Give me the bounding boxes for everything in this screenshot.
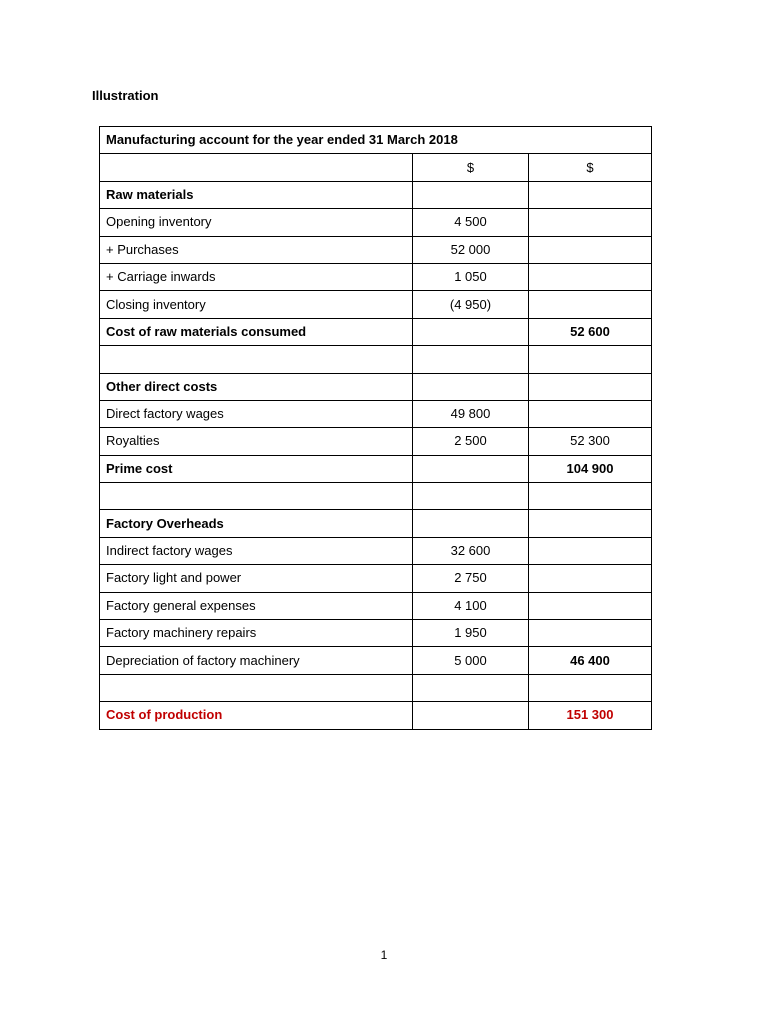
row-amount-col1: 52 000 xyxy=(413,236,529,263)
row-amount-col2 xyxy=(529,346,652,373)
table-title-row xyxy=(100,127,652,154)
row-amount-col2: 46 400 xyxy=(529,647,652,674)
row-amount-col1: (4 950) xyxy=(413,291,529,318)
header-blank-cell xyxy=(100,154,413,181)
manufacturing-account-table xyxy=(99,126,652,730)
row-amount-col1: 4 100 xyxy=(413,592,529,619)
row-label: Factory general expenses xyxy=(100,592,413,619)
row-amount-col2 xyxy=(529,592,652,619)
row-amount-col2 xyxy=(529,263,652,290)
table-row xyxy=(100,483,652,510)
row-amount-col1: 5 000 xyxy=(413,647,529,674)
table-row xyxy=(100,400,652,427)
currency-header-row xyxy=(100,154,652,181)
page-number: 1 xyxy=(380,948,388,962)
row-amount-col2 xyxy=(529,236,652,263)
table-row xyxy=(100,428,652,455)
row-amount-col2 xyxy=(529,620,652,647)
row-amount-col1: 49 800 xyxy=(413,400,529,427)
row-amount-col2: 104 900 xyxy=(529,455,652,482)
row-label: Other direct costs xyxy=(100,373,413,400)
table-row xyxy=(100,674,652,701)
table-row xyxy=(100,647,652,674)
row-label: Depreciation of factory machinery xyxy=(100,647,413,674)
row-label: Closing inventory xyxy=(100,291,413,318)
row-amount-col2 xyxy=(529,510,652,537)
row-amount-col1: 2 500 xyxy=(413,428,529,455)
table-row xyxy=(100,702,652,729)
row-label xyxy=(100,483,413,510)
row-amount-col1 xyxy=(413,373,529,400)
table-row xyxy=(100,592,652,619)
table-row xyxy=(100,346,652,373)
row-amount-col1 xyxy=(413,346,529,373)
row-amount-col2 xyxy=(529,483,652,510)
table-row xyxy=(100,373,652,400)
row-amount-col2 xyxy=(529,181,652,208)
row-amount-col1 xyxy=(413,674,529,701)
row-label: + Carriage inwards xyxy=(100,263,413,290)
row-amount-col2: 52 300 xyxy=(529,428,652,455)
table-row xyxy=(100,565,652,592)
currency-header-col2: $ xyxy=(529,154,652,181)
table-title: Manufacturing account for the year ended 31 March 2018 xyxy=(100,127,652,154)
row-amount-col1 xyxy=(413,318,529,345)
row-label: Factory Overheads xyxy=(100,510,413,537)
row-label: Cost of production xyxy=(100,702,413,729)
row-label: Indirect factory wages xyxy=(100,537,413,564)
table-row xyxy=(100,181,652,208)
row-label: + Purchases xyxy=(100,236,413,263)
row-amount-col2 xyxy=(529,373,652,400)
row-amount-col2 xyxy=(529,674,652,701)
row-amount-col1: 4 500 xyxy=(413,209,529,236)
row-label: Opening inventory xyxy=(100,209,413,236)
row-amount-col1: 32 600 xyxy=(413,537,529,564)
row-amount-col2 xyxy=(529,209,652,236)
page-heading: Illustration xyxy=(92,88,159,103)
table-row xyxy=(100,263,652,290)
table-row xyxy=(100,318,652,345)
table-row xyxy=(100,236,652,263)
currency-header-col1: $ xyxy=(413,154,529,181)
row-amount-col1: 1 050 xyxy=(413,263,529,290)
row-amount-col2: 52 600 xyxy=(529,318,652,345)
table-row xyxy=(100,510,652,537)
table-row xyxy=(100,537,652,564)
row-amount-col2 xyxy=(529,565,652,592)
row-label: Raw materials xyxy=(100,181,413,208)
row-amount-col2 xyxy=(529,537,652,564)
table-row xyxy=(100,291,652,318)
row-label: Direct factory wages xyxy=(100,400,413,427)
row-amount-col2 xyxy=(529,400,652,427)
row-label: Prime cost xyxy=(100,455,413,482)
row-amount-col1: 1 950 xyxy=(413,620,529,647)
row-amount-col1 xyxy=(413,483,529,510)
row-label: Factory light and power xyxy=(100,565,413,592)
table-row xyxy=(100,209,652,236)
row-amount-col1 xyxy=(413,702,529,729)
row-amount-col1: 2 750 xyxy=(413,565,529,592)
row-amount-col2 xyxy=(529,291,652,318)
row-label xyxy=(100,674,413,701)
table-row xyxy=(100,455,652,482)
row-amount-col1 xyxy=(413,181,529,208)
row-amount-col1 xyxy=(413,455,529,482)
row-label: Factory machinery repairs xyxy=(100,620,413,647)
row-amount-col1 xyxy=(413,510,529,537)
table-row xyxy=(100,620,652,647)
row-label: Cost of raw materials consumed xyxy=(100,318,413,345)
row-label: Royalties xyxy=(100,428,413,455)
row-label xyxy=(100,346,413,373)
row-amount-col2: 151 300 xyxy=(529,702,652,729)
